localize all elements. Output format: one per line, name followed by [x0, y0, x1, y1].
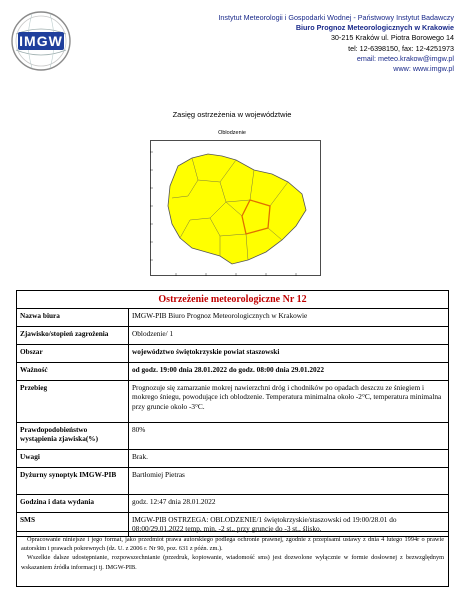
row-value: Prognozuje się zamarzanie mokrej nawierzchni dróg i chodników po opadach deszczu ze śniegiem i mokrego śniegu, powodujące ich oblodzenie. Temperatura minimalna około -2°C, temperatura minimalna przy gruncie około -3°C. — [129, 381, 449, 423]
warning-title: Ostrzeżenie meteorologiczne Nr 12 — [17, 291, 449, 309]
table-row — [17, 327, 449, 345]
table-row — [17, 363, 449, 381]
warning-map — [150, 140, 321, 276]
row-label: Zjawisko/stopień zagrożenia — [17, 327, 129, 345]
row-label: Uwagi — [17, 450, 129, 468]
row-value: IMGW-PIB Biuro Prognoz Meteorologicznych w Krakowie — [129, 309, 449, 327]
table-row — [17, 423, 449, 450]
office-address: 30-215 Kraków ul. Piotra Borowego 14 — [330, 33, 454, 43]
table-row — [17, 495, 449, 513]
row-value: godz. 12:47 dnia 28.01.2022 — [129, 495, 449, 513]
table-row — [17, 381, 449, 423]
row-value: Brak. — [129, 450, 449, 468]
institute-name: Instytut Meteorologii i Gospodarki Wodnej - Państwowy Instytut Badawczy — [218, 13, 454, 22]
row-label: Obszar — [17, 345, 129, 363]
row-label: Przebieg — [17, 381, 129, 423]
row-label: Ważność — [17, 363, 129, 381]
row-value: od godz. 19:00 dnia 28.01.2022 do godz. 08:00 dnia 29.01.2022 — [129, 363, 449, 381]
office-name: Biuro Prognoz Meteorologicznych w Krakowie — [295, 23, 454, 33]
row-value: Oblodzenie/ 1 — [129, 327, 449, 345]
row-value: województwo świętokrzyskie powiat staszowski — [129, 345, 449, 363]
copyright-paragraph-1: Opracowanie niniejsze i jego format, jako przedmiot prawa autorskiego podlega ochronie prawnej, zgodnie z przepisami ustawy z dnia 4 lutego 1994r o prawie autorskim i prawach pokrewnych (dz. U. z 2006 r. Nr 90, poz. 631 z późn. zm.). — [21, 536, 444, 553]
table-row — [17, 345, 449, 363]
map-subtitle: Oblodzenie — [218, 130, 246, 136]
row-value: IMGW-PIB OSTRZEGA: OBLODZENIE/1 świętokrzyskie/staszowski od 19:00/28.01 do 08:00/29.01.2022 temp. min. -2 st., przy gruncie do -3 st., ślisko. — [129, 513, 449, 537]
imgw-logo — [10, 10, 72, 72]
table-row — [17, 291, 449, 309]
row-value: 80% — [129, 423, 449, 450]
row-value: Bartłomiej Pietras — [129, 468, 449, 495]
warning-table — [16, 290, 449, 537]
office-phone: tel: 12-6398150, fax: 12-4251973 — [348, 43, 454, 53]
row-label: Nazwa biura — [17, 309, 129, 327]
row-label: Dyżurny synoptyk IMGW-PIB — [17, 468, 129, 495]
copyright-paragraph-2: Wszelkie dalsze udostępnianie, rozpowszechnianie (przedruk, kopiowanie, wiadomość sms) jest dozwolone wyłącznie w formie dosłownej z bezwzględnym wskazaniem źródła informacji tj. IMGW-PIB. — [21, 554, 444, 571]
office-www[interactable]: www: www.imgw.pl — [393, 64, 454, 74]
table-row — [17, 450, 449, 468]
map-title: Zasięg ostrzeżenia w województwie — [172, 110, 292, 119]
table-row — [17, 309, 449, 327]
table-row — [17, 468, 449, 495]
copyright-notice — [16, 531, 449, 587]
logo-text: IMGW — [19, 33, 63, 49]
row-label: Godzina i data wydania — [17, 495, 129, 513]
office-email[interactable]: email: meteo.krakow@imgw.pl — [356, 53, 454, 63]
row-label: SMS — [17, 513, 129, 537]
organization-info — [218, 13, 454, 74]
row-label: Prawdopodobieństwo wystąpienia zjawiska(%) — [17, 423, 129, 450]
